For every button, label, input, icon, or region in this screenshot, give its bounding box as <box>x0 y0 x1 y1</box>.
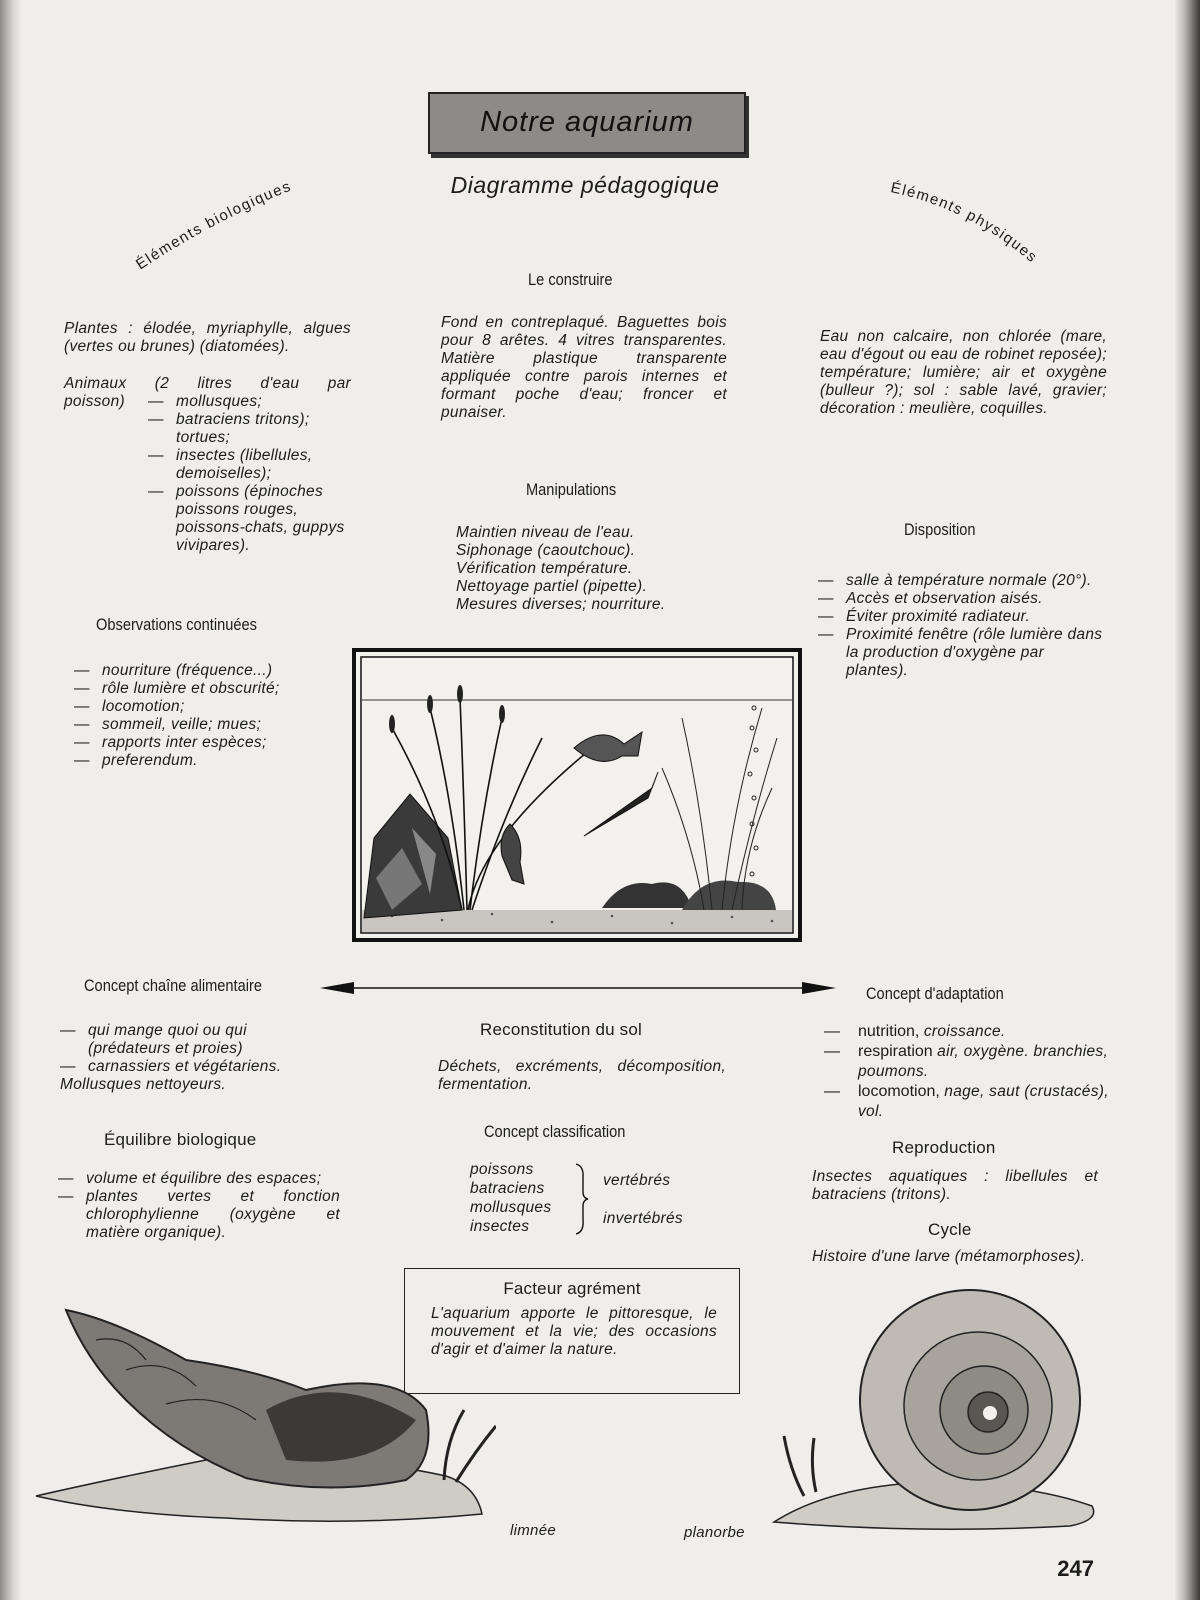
classification-animals <box>470 1160 551 1236</box>
disposition-list <box>818 572 1108 680</box>
chaine-line3: Mollusques nettoyeurs. <box>60 1076 226 1093</box>
manipulations-list <box>456 524 726 614</box>
list-item: — poissons (épinoches poissons rouges, poissons-chats, guppys vivipares). <box>148 483 352 555</box>
list-item: — rôle lumière et obscurité; <box>74 680 344 698</box>
cycle-text: Histoire d'une larve (métamorphoses). <box>812 1248 1086 1265</box>
list-item: Mesures diverses; nourriture. <box>456 596 666 613</box>
bio-animals-b: poisson) <box>64 393 125 410</box>
sol-heading: Reconstitution du sol <box>480 1020 643 1039</box>
adaptation-term: respiration <box>858 1043 933 1060</box>
adaptation-list <box>824 1022 1114 1122</box>
list-item: — batraciens tritons); tortues; <box>148 411 352 447</box>
equilibre-heading: Équilibre biologique <box>104 1130 257 1149</box>
phys-arc-text: Éléments physiques <box>889 179 1041 267</box>
list-item: — Éviter proximité radiateur. <box>818 608 1108 626</box>
list-item: Siphonage (caoutchouc). <box>456 542 636 559</box>
bio-animals: Animaux (2 litres d'eau par <box>64 375 351 392</box>
adaptation-detail: air, oxygène. branchies, poumons. <box>858 1043 1109 1080</box>
chaine-heading: Concept chaîne alimentaire <box>84 976 262 995</box>
page-number: 247 <box>1057 1556 1094 1581</box>
bio-plants: Plantes : élodée, myriaphylle, algues (vertes ou brunes) (diatomées). <box>64 320 351 355</box>
observations-heading: Observations continuées <box>96 615 257 634</box>
sol-text: Déchets, excréments, décomposition, fermentation. <box>438 1058 726 1093</box>
adaptation-term: locomotion, <box>858 1083 940 1100</box>
list-item: — rapports inter espèces; <box>74 734 344 752</box>
list-item: — volume et équilibre des espaces; <box>58 1170 340 1188</box>
list-item: — qui mange quoi ou qui (prédateurs et proies) <box>60 1022 328 1058</box>
list-item: — Proximité fenêtre (rôle lumière dans la production d'oxygène par plantes). <box>818 626 1108 680</box>
list-item: — carnassiers et végétariens. <box>60 1058 328 1076</box>
page-edge <box>1174 0 1200 1600</box>
cycle-heading: Cycle <box>928 1220 972 1239</box>
list-item: — locomotion; <box>74 698 344 716</box>
page-title: Notre aquarium <box>480 106 694 138</box>
limnee-illustration <box>26 1300 496 1536</box>
disposition-heading: Disposition <box>904 520 976 539</box>
list-item: mollusques <box>470 1199 552 1216</box>
planorbe-caption: planorbe <box>684 1524 745 1541</box>
reproduction-text: Insectes aquatiques : libellules et batraciens (tritons). <box>812 1168 1098 1203</box>
adaptation-term: nutrition, <box>858 1023 920 1040</box>
chaine-list <box>60 1022 328 1076</box>
list-item: — insectes (libellules, demoiselles); <box>148 447 352 483</box>
equilibre-list <box>58 1170 340 1242</box>
svg-text:Éléments physiques <box>889 179 1041 266</box>
construire-text: Fond en contreplaqué. Baguettes bois pour 8 arêtes. 4 vitres transparentes. Matière plastique transparente appliquée contre parois internes et formant poche d'eau; froncer et punaiser. <box>441 314 727 421</box>
list-item: — preferendum. <box>74 752 344 770</box>
list-item: — salle à température normale (20°). <box>818 572 1108 590</box>
page-subtitle: Diagramme pédagogique <box>450 172 720 198</box>
manipulations-heading: Manipulations <box>526 480 617 499</box>
list-item: — nutrition, croissance. <box>824 1023 1006 1040</box>
list-item: — plantes vertes et fonction chlorophylienne (oxygène et matière organique). <box>58 1188 340 1242</box>
list-item: — sommeil, veille; mues; <box>74 716 344 734</box>
list-item: insectes <box>470 1218 530 1235</box>
title-box <box>428 92 746 154</box>
limnee-caption: limnée <box>510 1522 556 1539</box>
list-item: Nettoyage partiel (pipette). <box>456 578 648 595</box>
double-arrow <box>318 978 838 998</box>
physique-text: Eau non calcaire, non chlorée (mare, eau d'égout ou eau de robinet reposée); température; lumière; air et oxygène (bulleur ?); sol : sable lavé, gravier; décoration : meulière, coquilles. <box>820 328 1107 417</box>
classification-heading: Concept classification <box>484 1122 626 1141</box>
list-item: Vérification température. <box>456 560 633 577</box>
list-item: batraciens <box>470 1180 545 1197</box>
list-item: — mollusques; <box>148 393 352 411</box>
planorbe-illustration <box>770 1286 1110 1546</box>
svg-text:Éléments biologiques <box>133 178 294 274</box>
list-item: — nourriture (fréquence...) <box>74 662 344 680</box>
observations-list <box>74 662 344 770</box>
bio-arc-label <box>120 170 340 290</box>
list-item: — locomotion, nage, saut (crustacés), vol. <box>824 1083 1109 1120</box>
list-item: Maintien niveau de l'eau. <box>456 524 635 541</box>
bio-arc-text: Éléments biologiques <box>132 177 295 274</box>
group-invertebres: invertébrés <box>603 1210 683 1227</box>
adaptation-heading: Concept d'adaptation <box>866 984 1004 1003</box>
list-item: — respiration air, oxygène. branchies, poumons. <box>824 1043 1109 1080</box>
list-item: poissons <box>470 1161 534 1178</box>
facteur-text: L'aquarium apporte le pittoresque, le mouvement et la vie; des occasions d'agir et d'aimer la nature. <box>431 1305 717 1358</box>
facteur-heading: Facteur agrément <box>503 1279 641 1298</box>
adaptation-detail: nage, saut (crustacés), vol. <box>858 1083 1109 1120</box>
phys-arc-label <box>880 170 1080 290</box>
brace-invertebres <box>574 1196 590 1236</box>
binding-shadow <box>0 0 22 1600</box>
construire-heading: Le construire <box>528 270 613 289</box>
bio-animal-list <box>148 393 352 555</box>
reproduction-heading: Reproduction <box>892 1138 996 1157</box>
list-item: — Accès et observation aisés. <box>818 590 1108 608</box>
adaptation-detail: croissance. <box>923 1023 1006 1040</box>
group-vertebres: vertébrés <box>603 1172 671 1189</box>
aquarium-illustration <box>352 648 804 944</box>
